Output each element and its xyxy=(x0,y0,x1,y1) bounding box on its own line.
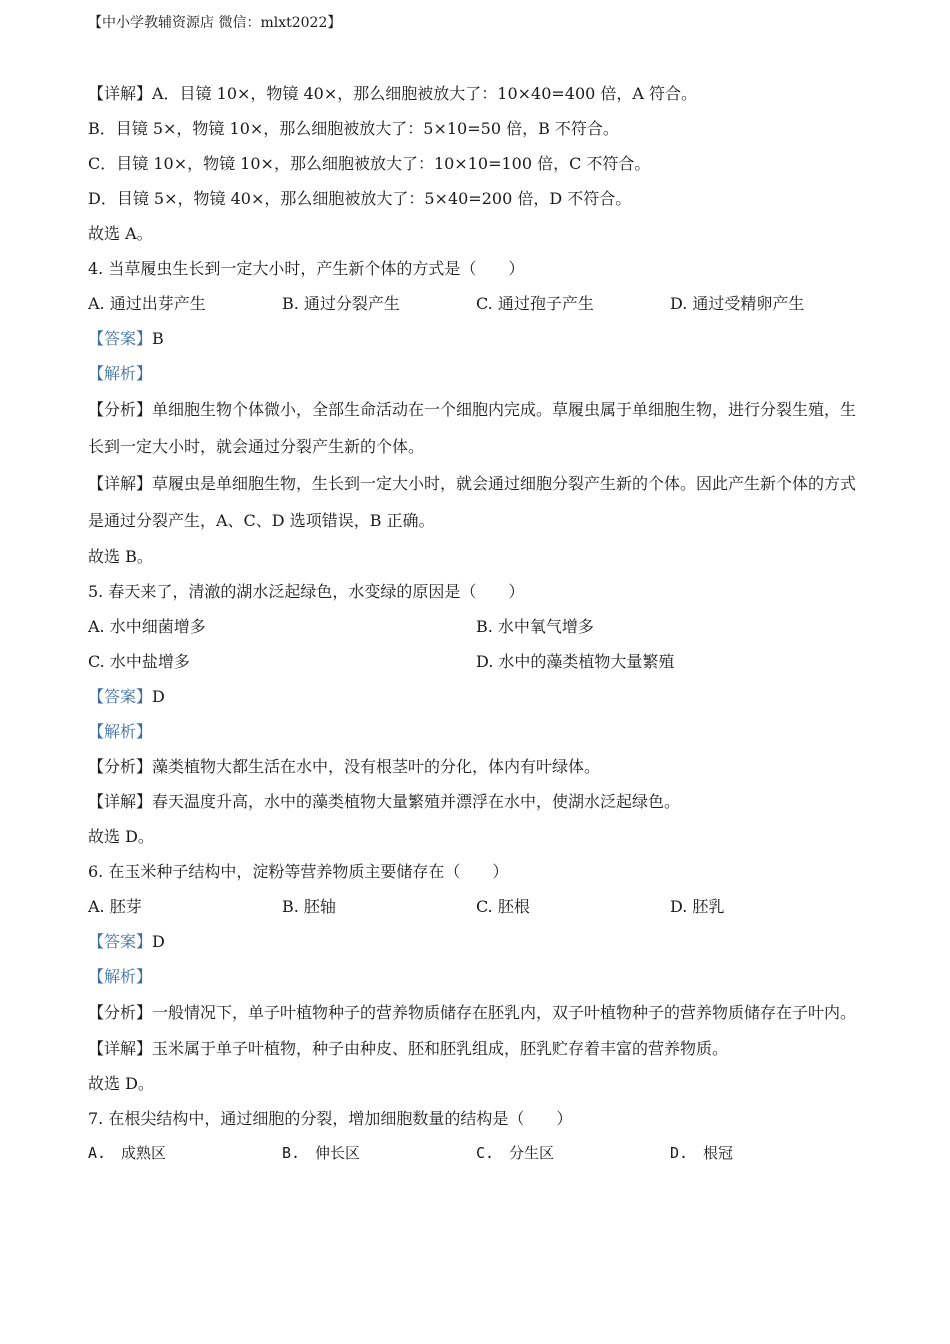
q4-option-b: B. 通过分裂产生 xyxy=(282,294,400,313)
q4-stem: 4. 当草履虫生长到一定大小时，产生新个体的方式是（ ） xyxy=(88,259,525,278)
q5-conclusion: 故选 D。 xyxy=(88,827,154,846)
q6-stem: 6. 在玉米种子结构中，淀粉等营养物质主要储存在（ ） xyxy=(88,862,509,881)
q7-option-d: D. 根冠 xyxy=(670,1144,734,1162)
q3-detail-c: C．目镜 10×，物镜 10×，那么细胞被放大了：10×10=100 倍，C 不符合。 xyxy=(88,154,651,173)
q6-option-d: D. 胚乳 xyxy=(670,897,725,916)
q6-options xyxy=(88,889,870,924)
answer-value: D xyxy=(152,932,165,951)
q6-fenxi: 【分析】一般情况下，单子叶植物种子的营养物质储存在胚乳内，双子叶植物种子的营养物质储存在子叶内。 xyxy=(88,1003,857,1022)
q4-option-c: C. 通过孢子产生 xyxy=(476,294,594,313)
q3-detail-a: 【详解】A．目镜 10×，物镜 40×，那么细胞被放大了：10×40=400 倍，A 符合。 xyxy=(88,84,698,103)
answer-value: D xyxy=(152,687,165,706)
q6-option-a: A. 胚芽 xyxy=(88,897,142,916)
q7-options xyxy=(88,1136,870,1171)
q4-option-d: D. 通过受精卵产生 xyxy=(670,294,805,313)
q7-option-c: C. 分生区 xyxy=(476,1144,555,1162)
q7-stem: 7. 在根尖结构中，通过细胞的分裂，增加细胞数量的结构是（ ） xyxy=(88,1109,573,1128)
answer-label: 【答案】 xyxy=(88,932,153,951)
q5-analysis-label: 【解析】 xyxy=(88,722,153,741)
q5-option-d: D. 水中的藻类植物大量繁殖 xyxy=(476,652,675,671)
q3-detail-b: B．目镜 5×，物镜 10×，那么细胞被放大了：5×10=50 倍，B 不符合。 xyxy=(88,119,619,138)
q4-detail: 【详解】草履虫是单细胞生物，生长到一定大小时，就会通过细胞分裂产生新的个体。因此产生新个体的方式是通过分裂产生，A、C、D 选项错误，B 正确。 xyxy=(88,474,857,530)
q3-detail-d: D．目镜 5×，物镜 40×，那么细胞被放大了：5×40=200 倍，D 不符合。 xyxy=(88,189,632,208)
answer-value: B xyxy=(152,329,164,348)
q4-answer xyxy=(88,321,870,356)
q4-fenxi: 【分析】单细胞生物个体微小，全部生命活动在一个细胞内完成。草履虫属于单细胞生物，进行分裂生殖，生长到一定大小时，就会通过分裂产生新的个体。 xyxy=(88,400,857,456)
q4-options xyxy=(88,286,870,321)
q5-option-b: B. 水中氧气增多 xyxy=(476,617,594,636)
q5-options-row1 xyxy=(88,609,870,644)
q4-conclusion: 故选 B。 xyxy=(88,547,153,566)
q6-option-b: B. 胚轴 xyxy=(282,897,336,916)
q5-stem: 5. 春天来了，清澈的湖水泛起绿色，水变绿的原因是（ ） xyxy=(88,582,525,601)
q6-option-c: C. 胚根 xyxy=(476,897,530,916)
q4-analysis-label: 【解析】 xyxy=(88,364,153,383)
q7-option-b: B. 伸长区 xyxy=(282,1144,361,1162)
q7-option-a: A. 成熟区 xyxy=(88,1144,167,1162)
q5-fenxi: 【分析】藻类植物大都生活在水中，没有根茎叶的分化，体内有叶绿体。 xyxy=(88,757,601,776)
q5-detail: 【详解】春天温度升高，水中的藻类植物大量繁殖并漂浮在水中，使湖水泛起绿色。 xyxy=(88,792,681,811)
q6-analysis-label: 【解析】 xyxy=(88,967,153,986)
q5-option-a: A. 水中细菌增多 xyxy=(88,617,206,636)
q4-option-a: A. 通过出芽产生 xyxy=(88,294,206,313)
q6-detail: 【详解】玉米属于单子叶植物，种子由种皮、胚和胚乳组成，胚乳贮存着丰富的营养物质。 xyxy=(88,1039,729,1058)
page-header: 【中小学教辅资源店 微信：mlxt2022】 xyxy=(88,15,342,31)
document-body xyxy=(88,76,870,1171)
q5-answer xyxy=(88,679,870,714)
q3-conclusion: 故选 A。 xyxy=(88,224,153,243)
q6-answer xyxy=(88,924,870,959)
q5-options-row2 xyxy=(88,644,870,679)
q5-option-c: C. 水中盐增多 xyxy=(88,652,190,671)
q6-conclusion: 故选 D。 xyxy=(88,1074,154,1093)
answer-label: 【答案】 xyxy=(88,329,153,348)
answer-label: 【答案】 xyxy=(88,687,153,706)
